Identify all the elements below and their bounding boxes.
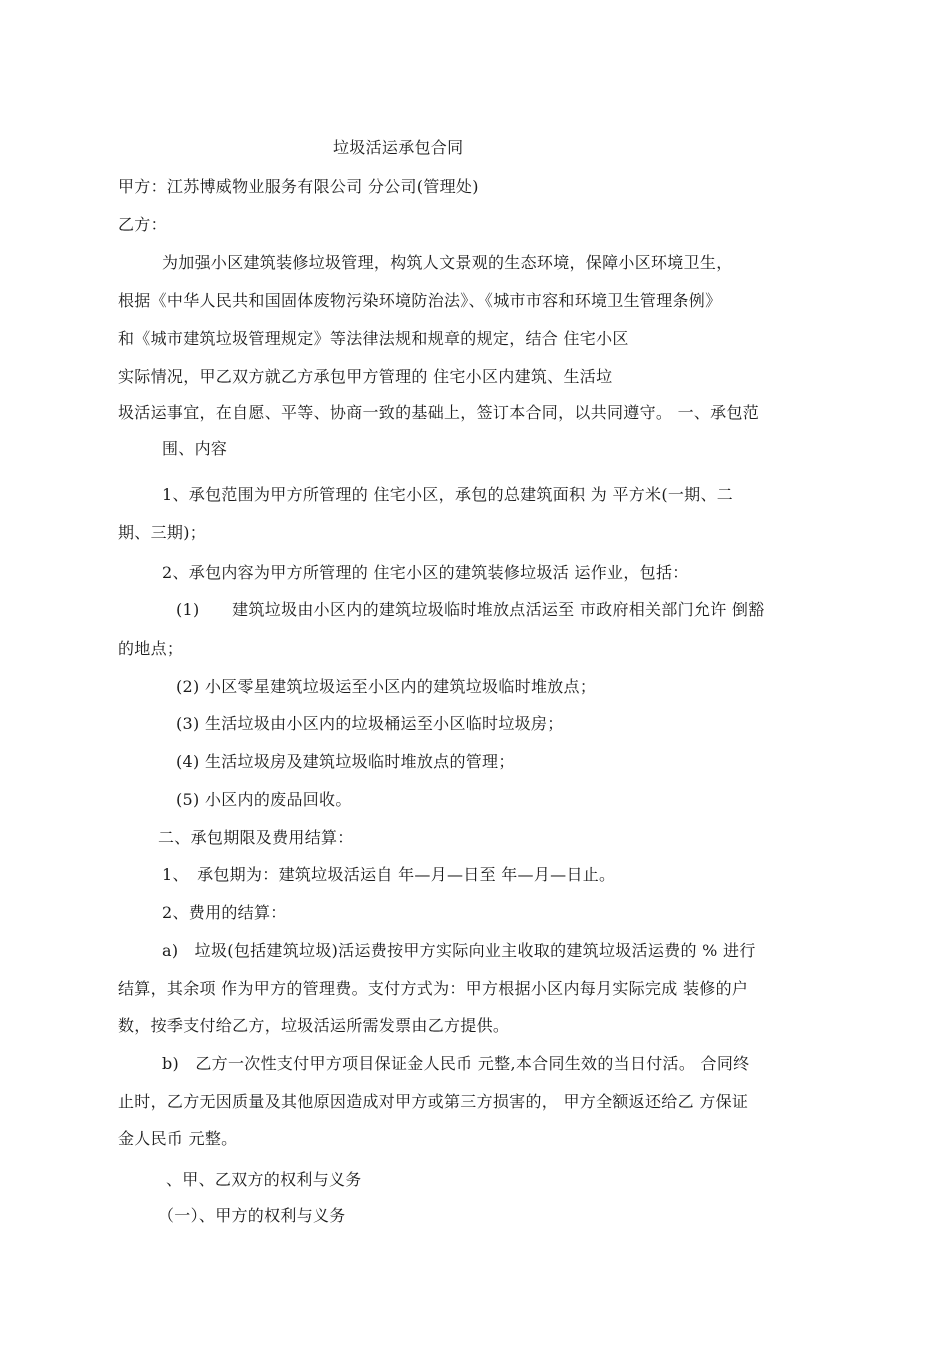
term-a-line-2: 结算，其余项 作为甲方的管理费。支付方式为：甲方根据小区内每月实际完成 装修的户 — [118, 979, 749, 998]
term-item-1: 1、 承包期为：建筑垃圾活运自 年—月—日至 年—月—日止。 — [162, 865, 616, 884]
intro-line-5: 圾活运事宜，在自愿、平等、协商一致的基础上，签订本合同，以共同遵守。 一、承包范 — [118, 403, 760, 422]
scope-sub-5: (5) 小区内的废品回收。 — [176, 790, 352, 809]
scope-item-2: 2、承包内容为甲方所管理的 住宅小区的建筑装修垃圾活 运作业，包括： — [162, 563, 689, 582]
document-title: 垃圾活运承包合同 — [333, 138, 464, 157]
scope-sub-1-line-1: (1) 建筑垃圾由小区内的建筑垃圾临时堆放点活运至 市政府相关部门允许 倒豁 — [176, 600, 765, 619]
intro-line-1: 为加强小区建筑装修垃圾管理，构筑人文景观的生态环境，保障小区环境卫生， — [162, 253, 733, 272]
term-b-line-3: 金人民币 元整。 — [118, 1129, 238, 1148]
scope-sub-3: (3) 生活垃圾由小区内的垃圾桶运至小区临时垃圾房； — [176, 714, 564, 733]
scope-sub-1-line-2: 的地点； — [118, 639, 184, 658]
term-b-line-1: b) 乙方一次性支付甲方项目保证金人民币 元整,本合同生效的当日付活。 合同终 — [162, 1054, 750, 1073]
intro-line-3: 和《城市建筑垃圾管理规定》等法律法规和规章的规定，结合 住宅小区 — [118, 329, 629, 348]
party-b-line: 乙方： — [118, 215, 167, 234]
party-a-line: 甲方：江苏博威物业服务有限公司 分公司(管理处) — [118, 177, 479, 196]
rights-sub-heading: （一）、甲方的权利与义务 — [158, 1206, 346, 1225]
term-a-line-3: 数，按季支付给乙方，垃圾活运所需发票由乙方提供。 — [118, 1016, 510, 1035]
scope-item-1-line-1: 1、承包范围为甲方所管理的 住宅小区，承包的总建筑面积 为 平方米(一期、二 — [162, 485, 734, 504]
scope-item-1-line-2: 期、三期)； — [118, 523, 207, 542]
term-b-line-2: 止时，乙方无因质量及其他原因造成对甲方或第三方损害的， 甲方全额返还给乙 方保证 — [118, 1092, 749, 1111]
intro-line-2: 根据《中华人民共和国固体废物污染环境防治法》、《城市市容和环境卫生管理条例》 — [118, 291, 722, 310]
intro-line-4: 实际情况，甲乙双方就乙方承包甲方管理的 住宅小区内建筑、生活垃 — [118, 367, 613, 386]
rights-heading: 、甲、乙双方的权利与义务 — [166, 1170, 362, 1189]
term-heading: 二、承包期限及费用结算： — [158, 828, 354, 847]
scope-sub-4: (4) 生活垃圾房及建筑垃圾临时堆放点的管理； — [176, 752, 515, 771]
term-item-2: 2、费用的结算： — [162, 903, 287, 922]
section-one-heading-tail: 围、内容 — [162, 439, 228, 458]
scope-sub-2: (2) 小区零星建筑垃圾运至小区内的建筑垃圾临时堆放点； — [176, 677, 597, 696]
term-a-line-1: a) 垃圾(包括建筑垃圾)活运费按甲方实际向业主收取的建筑垃圾活运费的 % 进行 — [162, 941, 756, 960]
